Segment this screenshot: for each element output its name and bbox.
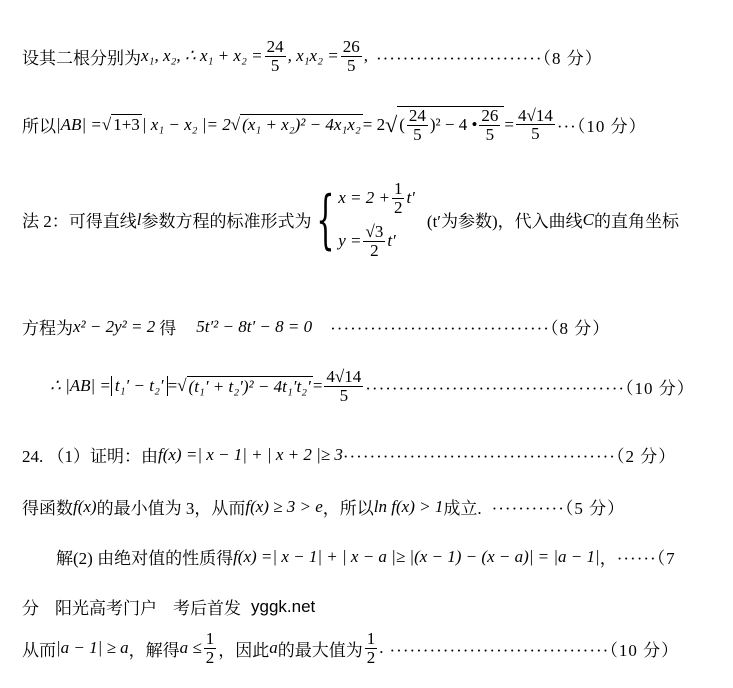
line-7: [22, 494, 625, 519]
l3-prefix: 法 2：可得直线: [22, 212, 137, 232]
l2-frac-f: [407, 107, 428, 144]
l3-row2: [338, 223, 415, 260]
l7-d: ，所以: [322, 499, 374, 518]
l2-expr2: | x₁ − x₂ |= 2: [141, 114, 231, 134]
l3-row2-frac: [363, 223, 385, 260]
l1-vars: x₁, x₂, ∴ x₁ + x₂ =: [141, 46, 263, 66]
line-9: [22, 594, 315, 619]
l3-row1: [338, 180, 415, 217]
l10-frac1-den: 2: [205, 647, 215, 667]
l7-a: 得函数: [22, 499, 73, 518]
l5-frac-den: 5: [339, 385, 349, 405]
l2-eq: =: [504, 114, 514, 134]
l4-text: 方程为: [22, 319, 73, 338]
l2-inner-a: (: [399, 115, 405, 135]
l2-frac-g-num: 26: [481, 106, 499, 125]
l4-eq2: 5t′² − 8t′ − 8 = 0: [196, 316, 313, 336]
l4-score: ·································（8 分）: [330, 319, 611, 338]
l7-g: 成立.: [443, 499, 482, 518]
line-8: [56, 544, 676, 569]
l3-param: (t′为参数)，代入曲线: [426, 212, 583, 232]
l10-e: ，因此: [218, 640, 270, 660]
line-10: [22, 630, 679, 667]
l10-frac2-num: 1: [366, 629, 376, 648]
l7-score: ···········（5 分）: [491, 499, 626, 518]
l1-mid: , x₁x₂ =: [287, 46, 339, 66]
l5-abs: t₁′ − t₂′: [111, 376, 168, 396]
l1-frac2: [341, 38, 362, 75]
l10-frac1-num: 1: [205, 629, 215, 648]
line-4: [22, 314, 610, 339]
l1-frac2-num: 26: [342, 37, 360, 56]
l3-l: l: [136, 209, 142, 229]
l5-frac: [324, 368, 363, 405]
l1-frac1-num: 24: [266, 37, 284, 56]
l2-sqrt2-rad: (x₁ + x₂)² − 4x₁x₂: [242, 115, 361, 135]
l8-b: ，: [599, 549, 617, 568]
l3-text: 参数方程的标准形式为: [141, 212, 312, 232]
l2-frac-f-num: 24: [408, 106, 426, 125]
l3-row2-den: 2: [370, 240, 379, 260]
l9-c: 考后首发: [173, 599, 241, 618]
l1-prefix: 设其二根分别为: [22, 48, 141, 68]
l2-sqrt3: √ ( $\frac{24}{5}$ )² − 4 • $\frac{26}{5}$: [385, 106, 504, 144]
l3-row1-a: x = 2 +: [338, 188, 390, 208]
l3-row1-frac: [392, 180, 405, 217]
l2-sqrt1-rad: 1+3: [113, 115, 140, 135]
l5-frac-num: 4√14: [326, 367, 362, 386]
l5-sqrt: √ (t₁′ + t₂′)² − 4t₁′t₂′: [177, 376, 311, 396]
l3-tail: 的直角坐标: [594, 212, 680, 232]
l3-C: C: [582, 209, 595, 229]
l3-row2-a: y =: [338, 231, 362, 251]
l1-end: ,: [363, 46, 368, 66]
l4-eq1: x² − 2y² = 2: [73, 316, 156, 336]
l3-brace: {: [316, 182, 336, 257]
l2-expr3: = 2: [362, 114, 386, 134]
l10-c: ，解得: [128, 640, 180, 660]
l5-score: ·······································（10 分）: [365, 378, 695, 398]
l1-frac2-den: 5: [346, 55, 356, 75]
l4-mid: 得: [159, 319, 177, 338]
l10-frac2: [365, 630, 378, 667]
l8-score: ······（7: [616, 549, 676, 568]
l10-frac2-den: 2: [366, 647, 376, 667]
l3-row2-num: √3: [365, 221, 384, 241]
l1-frac1: [265, 38, 286, 75]
l5-eq: =: [167, 376, 178, 396]
l7-e: ln f(x) > 1: [373, 496, 444, 516]
l3-row1-den: 2: [393, 197, 403, 217]
l9-a: 分: [22, 599, 39, 618]
l2-score: ···（10 分）: [556, 117, 647, 137]
l9-b: 阳光高考门户: [55, 599, 157, 618]
l9-site: yggk.net: [251, 596, 316, 616]
l2-frac-r-num: 4√14: [518, 105, 553, 125]
l3-row1-num: 1: [393, 179, 403, 198]
l2-inner-b: )² − 4 •: [429, 115, 478, 135]
l1-score: ·························（8 分）: [375, 48, 603, 68]
line-3: [22, 180, 679, 259]
line-1: [22, 38, 603, 75]
l2-expr1: |AB| =: [56, 114, 102, 134]
l2-frac-g: [479, 107, 500, 144]
l5-expr1: ∴ |AB| =: [50, 376, 111, 396]
l10-b: |a − 1| ≥ a: [56, 638, 129, 658]
line-5: [50, 368, 695, 405]
l10-g: 的最大值为: [277, 640, 363, 660]
l2-prefix: 所以: [22, 117, 56, 137]
l10-a: 从而: [22, 640, 56, 660]
l6-expr: f(x) =| x − 1| + | x + 2 |≥ 3: [158, 444, 343, 464]
l6-label: 24. （1）证明：由: [22, 447, 158, 466]
l5-eq2: =: [312, 376, 323, 396]
l2-frac-r-den: 5: [531, 124, 540, 144]
l2-sqrt2: √ (x₁ + x₂)² − 4x₁x₂: [230, 114, 361, 135]
l8-a: 解(2) 由绝对值的性质得: [56, 549, 234, 568]
l8-expr: f(x) =| x − 1| + | x − a |≥ |(x − 1) − (x − a)| = |a − 1|: [233, 546, 600, 566]
l10-d: a ≤: [179, 638, 202, 658]
l3-system: [338, 180, 415, 259]
l1-frac1-den: 5: [270, 55, 280, 75]
l6-score: ·········································（2 分）: [342, 447, 677, 466]
l7-b: 的最小值为 3，从而: [96, 499, 246, 518]
l10-end: .: [379, 638, 384, 658]
l7-c: f(x) ≥ 3 > e: [245, 496, 323, 516]
l10-frac1: [204, 630, 217, 667]
l3-row2-b: t′: [387, 231, 396, 251]
l10-score: ·································（10 分）: [389, 640, 680, 660]
l3-row1-b: t′: [406, 188, 415, 208]
line-2: [22, 106, 647, 144]
l2-sqrt1: √ 1+3: [101, 114, 140, 135]
line-6: [22, 442, 676, 467]
l5-sqrt-rad: (t₁′ + t₂′)² − 4t₁′t₂′: [188, 376, 311, 396]
l7-f: f(x): [73, 496, 97, 516]
l10-av: a: [269, 638, 278, 658]
l2-frac-g-den: 5: [485, 124, 495, 144]
l2-frac-r: [516, 107, 555, 144]
l2-frac-f-den: 5: [413, 124, 422, 144]
